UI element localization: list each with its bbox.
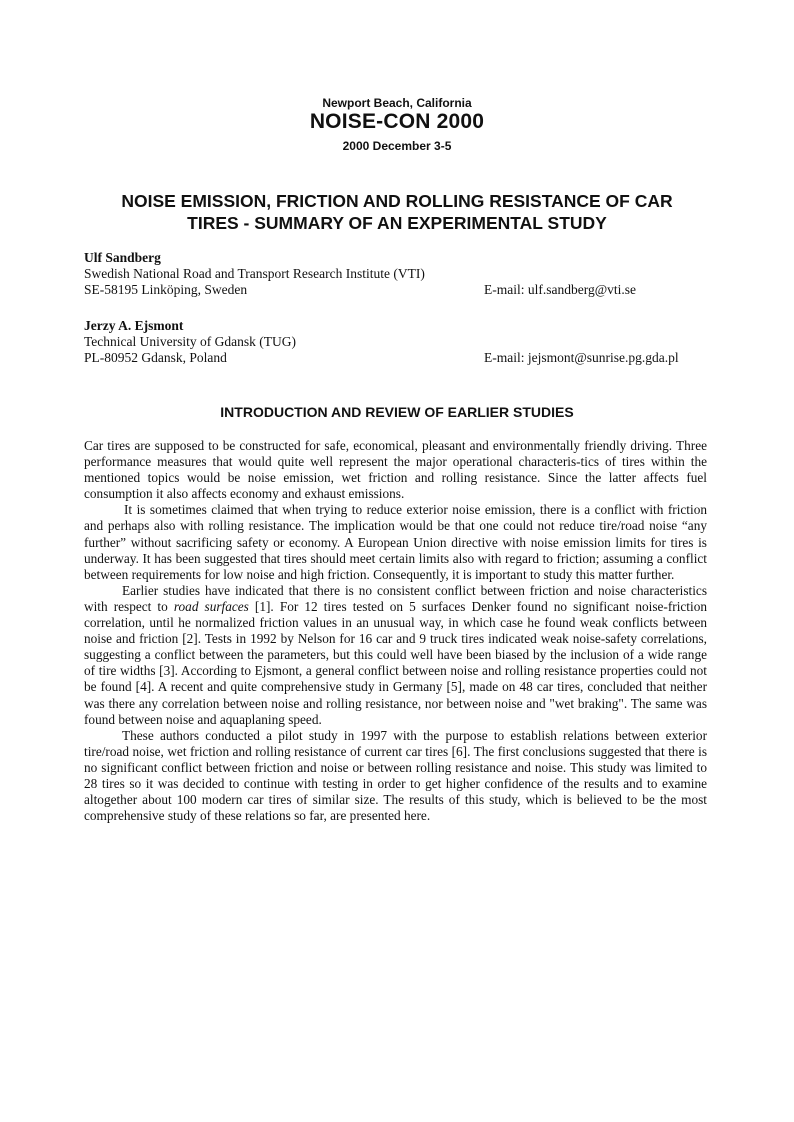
author-address: PL-80952 Gdansk, Poland <box>84 350 227 365</box>
conference-name: NOISE-CON 2000 <box>309 110 485 133</box>
section-body <box>84 438 707 824</box>
paper-title-line-1: NOISE EMISSION, FRICTION AND ROLLING RESISTANCE OF CAR <box>121 191 673 211</box>
author-address: SE-58195 Linköping, Sweden <box>84 282 248 297</box>
author-address-line <box>84 282 724 298</box>
paragraph-1: Car tires are supposed to be constructed for safe, economical, pleasant and environmentally friendly driving. Three performance measures that would quite well represent the major operational characteris-tics of tires within the mentioned topics would be noise emission, wet friction and rolling resistance. Since the latter affects fuel consumption it also affects economy and exhaust emissions. <box>84 438 707 502</box>
paragraph-3-emphasis: road surfaces <box>173 598 249 614</box>
author-block-1 <box>84 250 724 298</box>
author-affiliation: Technical University of Gdansk (TUG) <box>84 334 296 349</box>
paragraph-3-end: [1]. For 12 tires tested on 5 surfaces Denker found no significant noise-friction correlation, until he normalized friction values in an unusual way, in which case he found weak conflicts between noise and friction [2]. Tests in 1992 by Nelson for 16 car and 9 truck tires indicated weak noise-safety correlations, suggesting a conflict between the parameters, but this could well have been biased by the inclusion of a wide range of tire widths [3]. According to Ejsmont, a general conflict between noise and rolling resistance properties could not be found [4]. A recent and quite comprehensive study in Germany [5], made on 48 car tires, concluded that neither was there any correlation between noise and rolling resistance, nor between noise and "wet braking". The same was found between noise and aquaplaning speed. <box>84 598 707 727</box>
author-name: Ulf Sandberg <box>84 250 161 265</box>
paper-title <box>80 190 714 234</box>
author-name: Jerzy A. Ejsmont <box>84 318 184 333</box>
author-affiliation: Swedish National Road and Transport Research Institute (VTI) <box>84 266 425 281</box>
paragraph-3-start: Earlier studies have indicated that there is no consistent conflict between friction and noise characteristics with respect to <box>84 582 707 614</box>
conference-date: 2000 December 3-5 <box>342 139 452 153</box>
section-heading: INTRODUCTION AND REVIEW OF EARLIER STUDIES <box>220 404 574 420</box>
paragraph-2: It is sometimes claimed that when trying to reduce exterior noise emission, there is a conflict with friction and perhaps also with rolling resistance. The implication would be that one could not reduce tire/road noise “any further” without sacrificing safety or economy. A European Union directive with noise emission limits for tires is underway. It has been suggested that tires should meet certain limits also with regard to friction; assuming a conflict between requirements for low noise and high friction. Consequently, it is important to study this matter further. <box>84 502 707 582</box>
author-email: E-mail: ulf.sandberg@vti.se <box>484 282 637 297</box>
author-block-2 <box>84 318 724 366</box>
conference-location: Newport Beach, California <box>322 96 472 110</box>
paragraph-3 <box>84 583 707 728</box>
author-address-line <box>84 350 724 366</box>
author-email: E-mail: jejsmont@sunrise.pg.gda.pl <box>484 350 679 365</box>
paper-title-line-2: TIRES - SUMMARY OF AN EXPERIMENTAL STUDY <box>187 213 607 233</box>
paragraph-4: These authors conducted a pilot study in 1997 with the purpose to establish relations between exterior tire/road noise, wet friction and rolling resistance of current car tires [6]. The first conclusions suggested that there is no significant conflict between friction and noise or between rolling resistance and noise. This study was limited to 28 tires so it was decided to continue with testing in order to get higher confidence of the results and to examine altogether about 100 modern car tires of similar size. The results of this study, which is believed to be the most comprehensive study of these relations so far, are presented here. <box>84 727 707 824</box>
